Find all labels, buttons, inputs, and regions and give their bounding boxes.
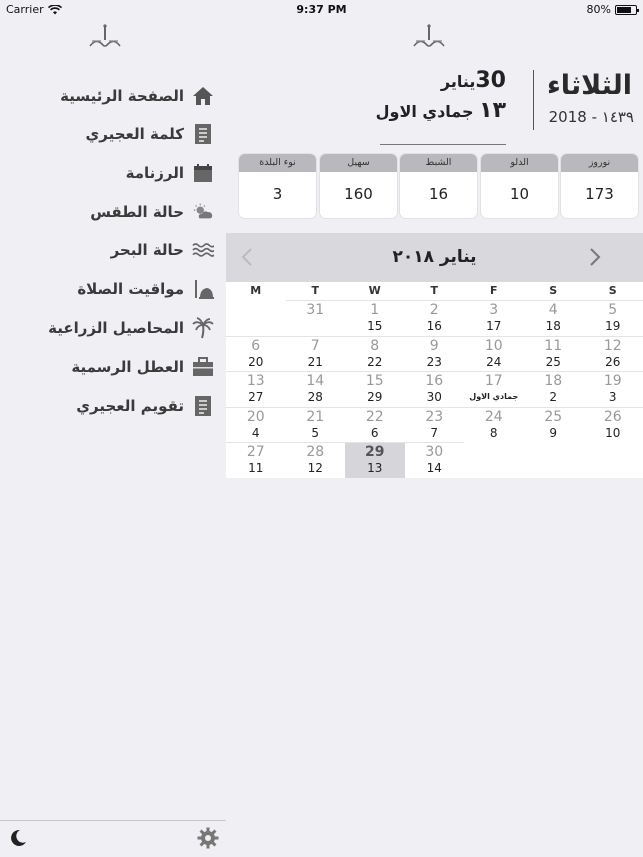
sidebar-item-label: المحاصيل الزراعية <box>48 319 184 337</box>
hijri-day-number: 4 <box>251 425 260 440</box>
calendar-day[interactable] <box>286 442 346 478</box>
calendar-day[interactable] <box>286 300 346 336</box>
calendar-icon <box>192 162 214 184</box>
hijri-day-number: 21 <box>307 354 323 369</box>
calendar-day[interactable] <box>464 336 524 372</box>
calendar-day[interactable] <box>464 300 524 336</box>
gregorian-day-number: 31 <box>306 302 325 318</box>
gregorian-day-number: 24 <box>484 408 503 425</box>
gregorian-day-number: 14 <box>306 373 325 389</box>
season-card-title: الشبط <box>400 154 477 172</box>
sidebar-item-home[interactable] <box>60 80 214 112</box>
season-card-title: الدلو <box>481 154 558 172</box>
calendar-day[interactable] <box>345 300 405 336</box>
calendar-day[interactable] <box>583 371 643 407</box>
season-card-value: 16 <box>428 185 449 203</box>
hijri-day-number: 8 <box>489 425 498 440</box>
calendar-day[interactable] <box>226 442 286 478</box>
hijri-day-number: 24 <box>486 354 502 369</box>
document-icon <box>192 123 214 145</box>
hijri-day-number: 16 <box>426 319 442 333</box>
gregorian-day-number: 20 <box>246 408 265 425</box>
gregorian-day-number: 18 <box>544 373 563 389</box>
calendar-day[interactable] <box>524 407 584 443</box>
gregorian-day-number: 8 <box>370 337 380 354</box>
mosque-icon <box>192 278 214 300</box>
calendar-day[interactable] <box>464 407 524 443</box>
hijri-day-number: 5 <box>311 425 320 440</box>
hijri-day-number: 9 <box>549 425 558 440</box>
book-icon <box>192 395 214 417</box>
month-calendar <box>226 233 643 478</box>
calendar-day-today[interactable] <box>345 442 405 478</box>
season-card[interactable] <box>239 154 316 218</box>
gregorian-day-number: 3 <box>489 302 499 318</box>
weekday-label: S <box>608 284 617 297</box>
sidebar-item-holidays[interactable] <box>71 351 214 383</box>
calendar-day[interactable] <box>524 371 584 407</box>
clock: 9:37 PM <box>296 3 347 16</box>
hijri-day-number: 13 <box>367 461 383 475</box>
calendar-day[interactable] <box>583 336 643 372</box>
sidebar-item-label: العطل الرسمية <box>71 358 184 376</box>
day-name: الثلاثاء <box>547 70 632 101</box>
gregorian-date <box>380 68 506 93</box>
gregorian-day-number: 7 <box>310 337 320 354</box>
weekday-label: T <box>311 284 319 297</box>
gregorian-day-number: 2 <box>429 302 439 318</box>
calendar-day[interactable] <box>405 371 465 407</box>
hijri-day-number: 29 <box>367 390 383 404</box>
season-card-title: نوروز <box>561 154 638 172</box>
calendar-day[interactable] <box>405 300 465 336</box>
calendar-day[interactable] <box>524 336 584 372</box>
hijri-day-number: 11 <box>248 461 264 475</box>
sidebar-item-weather[interactable] <box>90 196 214 228</box>
calendar-day[interactable] <box>583 300 643 336</box>
calendar-day[interactable] <box>286 371 346 407</box>
hijri-day-number: 20 <box>248 354 264 369</box>
hijri-day-number: 15 <box>367 319 383 333</box>
sidebar-item-sea[interactable] <box>111 234 214 266</box>
sidebar-item-almanac[interactable] <box>126 157 214 189</box>
calendar-day[interactable] <box>226 407 286 443</box>
sidebar-item-label: تقويم العجيري <box>76 397 184 415</box>
gregorian-day-number: 30 <box>425 444 444 460</box>
hijri-day-number: 26 <box>605 354 621 369</box>
sidebar-item-label: حالة البحر <box>110 241 184 259</box>
sidebar-item-ajairi-calendar[interactable] <box>76 390 214 422</box>
gregorian-day-number: 29 <box>365 444 385 460</box>
season-card-title: نوء البلدة <box>239 154 316 172</box>
hijri-month: جمادي الاول <box>375 102 474 121</box>
sidebar-item-label: كلمة العجيري <box>85 125 184 143</box>
hijri-day-number: 7 <box>430 425 439 440</box>
weekday-label: S <box>549 284 558 297</box>
sidebar-item-label: الصفحة الرئيسية <box>60 87 184 105</box>
gregorian-day-number: 28 <box>306 444 325 460</box>
hijri-day-number: 6 <box>370 425 379 440</box>
gregorian-day-number: 11 <box>544 337 563 354</box>
waves-icon <box>192 239 214 261</box>
season-card[interactable] <box>481 154 558 218</box>
calendar-day[interactable] <box>405 407 465 443</box>
calendar-day[interactable] <box>524 300 584 336</box>
season-card-value: 3 <box>272 185 283 203</box>
gregorian-day-number: 10 <box>484 337 503 354</box>
hijri-day-number: 3 <box>608 390 617 404</box>
hijri-day-number: 25 <box>545 354 561 369</box>
palm-tree-icon <box>192 317 214 339</box>
house-icon <box>192 85 214 107</box>
season-card[interactable] <box>561 154 638 218</box>
gregorian-day-number: 19 <box>603 373 622 389</box>
season-card-title: سهيل <box>320 154 397 172</box>
weather-icon <box>192 201 214 223</box>
gregorian-day-number: 23 <box>425 408 444 425</box>
hijri-day-number: 19 <box>605 319 621 333</box>
season-card[interactable] <box>320 154 397 218</box>
sidebar-menu <box>0 62 226 822</box>
hijri-day: ١٣ <box>479 98 506 123</box>
weekday-label: F <box>489 284 498 297</box>
calendar-day[interactable] <box>464 371 524 407</box>
gregorian-day-number: 16 <box>425 373 444 389</box>
hijri-day-number: جمادي الاول <box>469 392 519 401</box>
calendar-day[interactable] <box>405 336 465 372</box>
calendar-day[interactable] <box>286 407 346 443</box>
hijri-day-number: 18 <box>545 319 561 333</box>
hijri-day-number: 30 <box>426 390 442 404</box>
battery-icon <box>615 5 637 15</box>
calendar-day[interactable] <box>226 371 286 407</box>
gregorian-day-number: 9 <box>429 337 439 354</box>
briefcase-icon <box>192 356 214 378</box>
chevron-right-icon[interactable] <box>588 247 602 267</box>
gregorian-day-number: 5 <box>608 302 618 318</box>
calendar-day[interactable] <box>286 336 346 372</box>
sidebar-item-prayer-times[interactable] <box>77 273 214 305</box>
header-divider <box>533 70 534 130</box>
season-card-value: 160 <box>344 185 373 203</box>
gear-icon[interactable] <box>197 827 219 849</box>
hijri-date <box>364 98 506 123</box>
weekday-label: T <box>430 284 438 297</box>
calendar-day[interactable] <box>226 336 286 372</box>
year-line: ١٤٣٩ - 2018 <box>548 108 634 126</box>
sidebar-divider <box>0 820 226 821</box>
sidebar-item-ajairi-word[interactable] <box>86 118 214 150</box>
season-card-value: 173 <box>585 185 614 203</box>
hijri-day-number: 10 <box>605 425 621 440</box>
calendar-day[interactable] <box>345 407 405 443</box>
header-underline <box>380 144 506 145</box>
gregorian-day-number: 12 <box>603 337 622 354</box>
gregorian-day-number: 22 <box>365 408 384 425</box>
hijri-day-number: 28 <box>307 390 323 404</box>
gregorian-day-number: 26 <box>603 408 622 425</box>
calendar-month-title: يناير ٢٠١٨ <box>392 247 477 267</box>
moon-icon[interactable] <box>8 828 28 848</box>
gregorian-month: يناير <box>440 72 476 91</box>
hijri-day-number: 14 <box>426 461 442 475</box>
hijri-day-number: 23 <box>426 354 442 369</box>
gregorian-day-number: 27 <box>246 444 265 460</box>
calendar-day[interactable] <box>583 407 643 443</box>
calendar-day[interactable] <box>405 442 465 478</box>
hijri-day-number: 17 <box>486 319 502 333</box>
gregorian-day-number: 15 <box>365 373 384 389</box>
hijri-day-number: 2 <box>549 390 558 404</box>
app-logo-icon <box>412 24 446 50</box>
calendar-day[interactable] <box>345 371 405 407</box>
weekday-label: M <box>250 284 262 297</box>
battery-info <box>587 3 637 16</box>
sidebar-item-label: الرزنامة <box>125 164 184 182</box>
gregorian-day-number: 4 <box>548 302 558 318</box>
hijri-day-number: 22 <box>367 354 383 369</box>
gregorian-day-number: 1 <box>370 302 380 318</box>
sidebar-item-label: حالة الطقس <box>90 203 184 221</box>
gregorian-day-number: 13 <box>246 373 265 389</box>
carrier-label: Carrier <box>6 3 44 16</box>
gregorian-day-number: 21 <box>306 408 325 425</box>
gregorian-day: 30 <box>475 68 506 93</box>
calendar-header <box>226 233 643 282</box>
gregorian-day-number: 25 <box>544 408 563 425</box>
weekday-label: W <box>368 284 381 297</box>
season-card-value: 10 <box>509 185 530 203</box>
sidebar-item-crops[interactable] <box>48 312 214 344</box>
calendar-day[interactable] <box>345 336 405 372</box>
gregorian-day-number: 17 <box>484 373 503 389</box>
season-card[interactable] <box>400 154 477 218</box>
sidebar-item-label: مواقيت الصلاة <box>77 280 184 298</box>
battery-percent: 80% <box>586 3 611 16</box>
gregorian-day-number: 6 <box>251 337 261 354</box>
app-logo-icon <box>88 24 122 50</box>
hijri-day-number: 27 <box>248 390 264 404</box>
status-bar <box>0 0 643 20</box>
hijri-day-number: 12 <box>307 461 323 475</box>
